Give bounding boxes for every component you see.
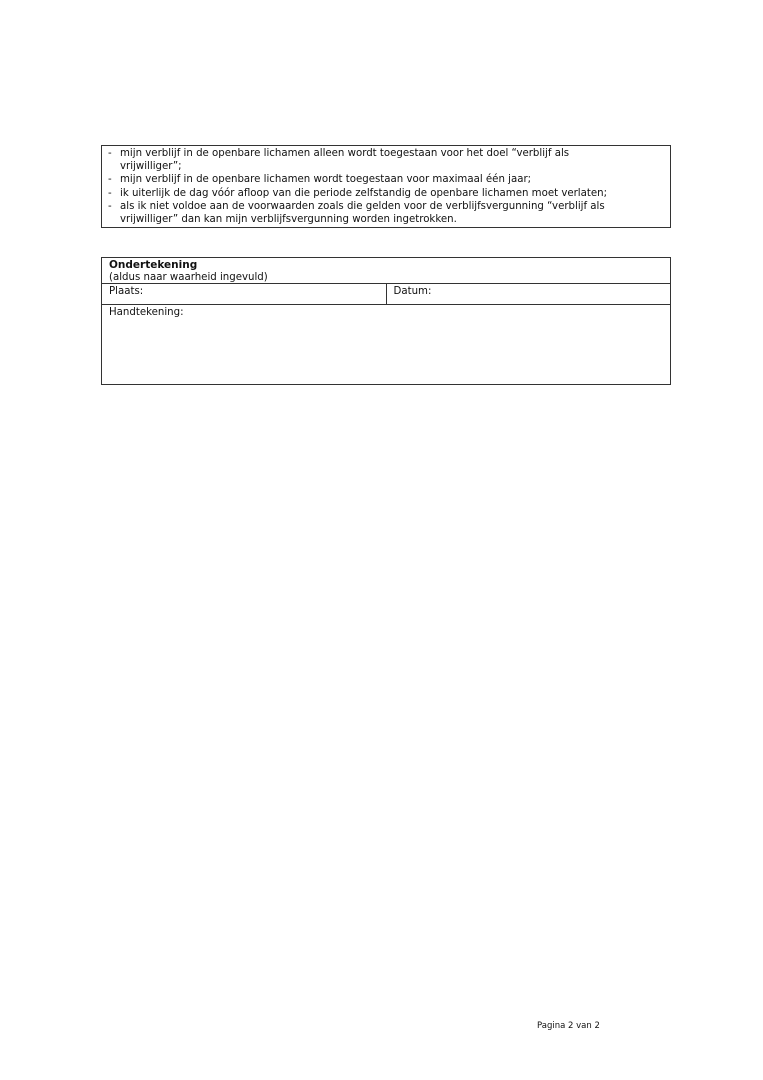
- conditions-box: [101, 145, 671, 228]
- condition-line: als ik niet voldoe aan de voorwaarden zoals die gelden voor de verblijfsvergunning “verblijf als: [120, 200, 605, 212]
- condition-bullet: -: [108, 174, 112, 186]
- condition-line: ik uiterlijk de dag vóór afloop van die periode zelfstandig de openbare lichamen moet verlaten;: [120, 187, 608, 199]
- condition-line: vrijwilliger” dan kan mijn verblijfsvergunning worden ingetrokken.: [120, 214, 457, 226]
- condition-item: [108, 187, 664, 200]
- condition-line: mijn verblijf in de openbare lichamen wordt toegestaan voor maximaal één jaar;: [120, 174, 532, 186]
- signature-field[interactable]: [102, 305, 670, 320]
- place-field[interactable]: [102, 284, 387, 304]
- condition-line: mijn verblijf in de openbare lichamen alleen wordt toegestaan voor het doel “verblijf als: [120, 148, 570, 159]
- signature-label: Handtekening:: [109, 307, 184, 318]
- condition-bullet: -: [108, 200, 112, 212]
- page-number: Pagina 2 van 2: [537, 1021, 600, 1031]
- date-label: Datum:: [393, 286, 432, 297]
- conditions-list: [108, 147, 664, 226]
- condition-bullet: -: [108, 187, 112, 199]
- signature-box: [101, 257, 671, 385]
- place-label: Plaats:: [109, 286, 144, 297]
- signature-title: Ondertekening: [109, 259, 198, 271]
- signature-header: [102, 258, 670, 284]
- place-date-row: [102, 284, 670, 305]
- condition-item: [108, 200, 664, 226]
- date-field[interactable]: [387, 284, 671, 304]
- condition-bullet: -: [108, 148, 112, 159]
- condition-item: [108, 147, 664, 173]
- condition-line: vrijwilliger”;: [120, 161, 182, 173]
- condition-item: [108, 173, 664, 186]
- signature-subtitle: (aldus naar waarheid ingevuld): [109, 272, 268, 283]
